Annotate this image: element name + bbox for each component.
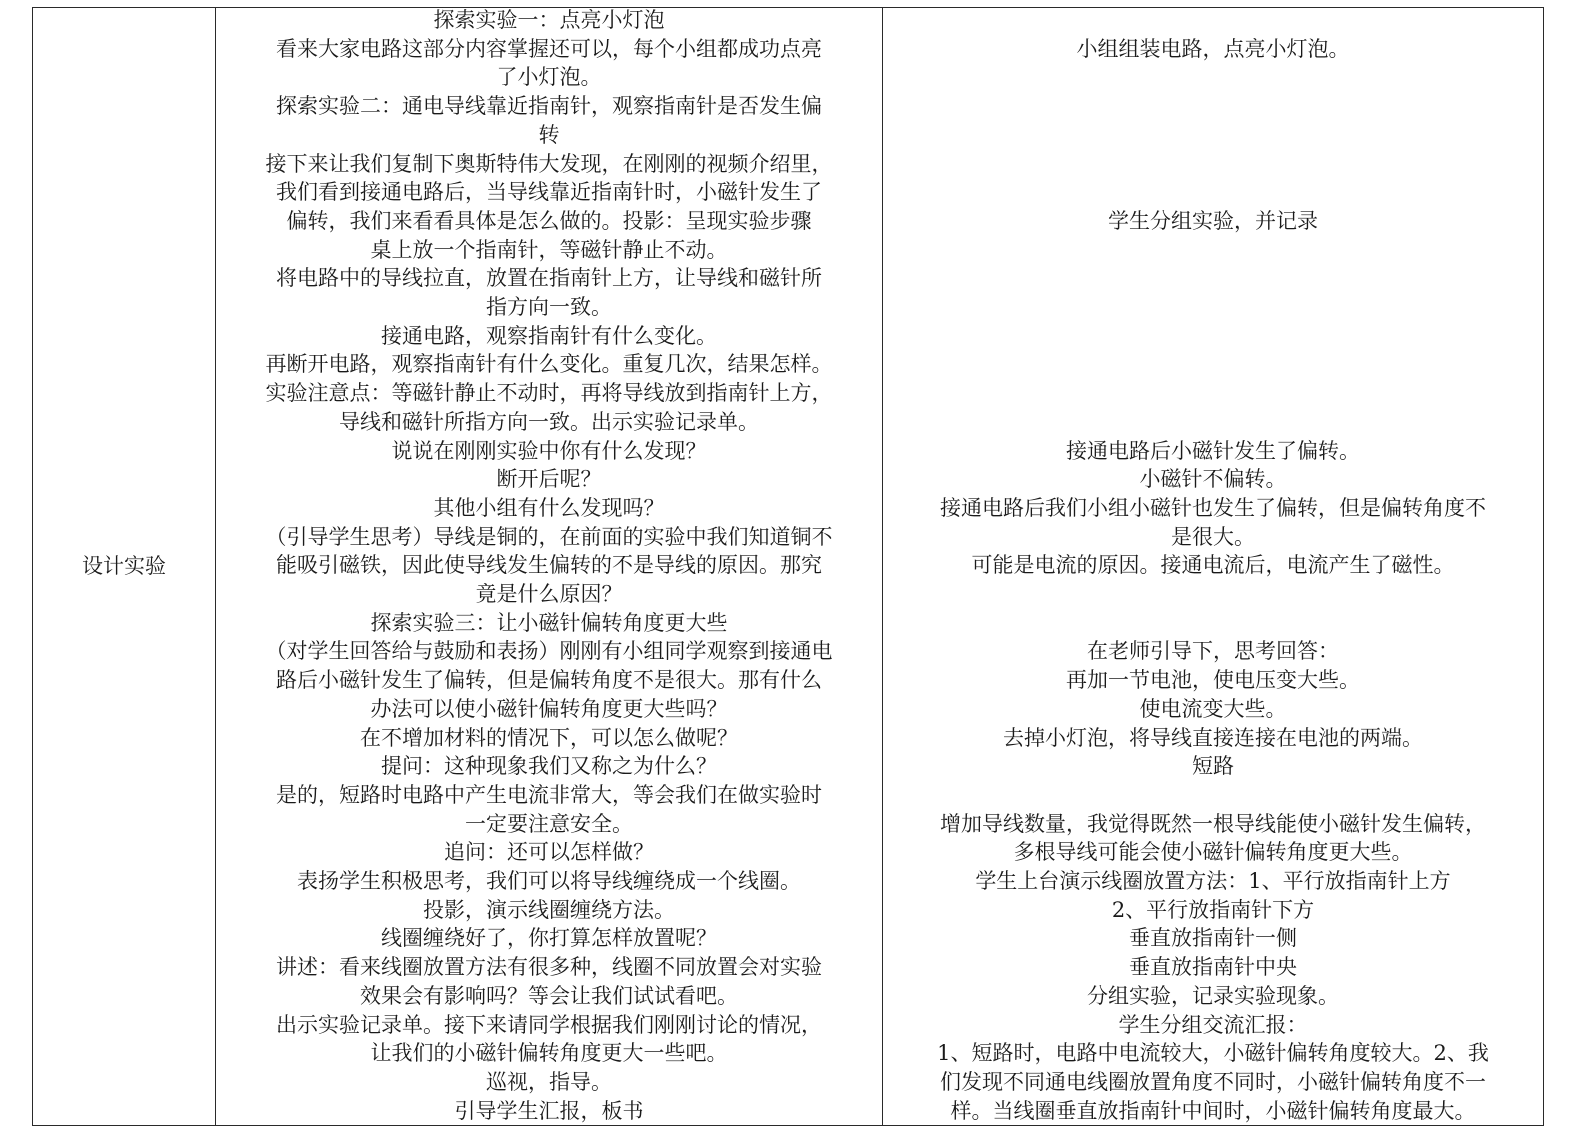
- student-line: 学生分组交流汇报：: [1118, 1012, 1308, 1037]
- stage-label: 设计实验: [82, 554, 166, 579]
- teacher-line: 转: [538, 122, 560, 147]
- student-line: 在老师引导下，思考回答：: [1087, 639, 1339, 664]
- teacher-line: 效果会有影响吗？等会让我们试试看吧。: [360, 983, 738, 1008]
- teacher-line: 讲述：看来线圈放置方法有很多种，线圈不同放置会对实验: [276, 955, 822, 980]
- student-line: 学生上台演示线圈放置方法：1、平行放指南针上方: [975, 869, 1451, 893]
- student-line: 使电流变大些。: [1139, 696, 1287, 721]
- teacher-line: 一定要注意安全。: [465, 811, 633, 836]
- teacher-line: 再断开电路，观察指南针有什么变化。重复几次，结果怎样。: [265, 352, 833, 377]
- teacher-line: 是的，短路时电路中产生电流非常大，等会我们在做实验时: [276, 782, 822, 807]
- teacher-line: 其他小组有什么发现吗？: [433, 495, 665, 520]
- teacher-line: 了小灯泡。: [496, 65, 602, 90]
- table-row: [33, 8, 1544, 1126]
- teacher-line: 出示实验记录单。接下来请同学根据我们刚刚讨论的情况，: [276, 1012, 822, 1037]
- teacher-line: 让我们的小磁针偏转角度更大一些吧。: [370, 1041, 728, 1066]
- teacher-line: 探索实验二：通电导线靠近指南针，观察指南针是否发生偏: [276, 94, 822, 119]
- teacher-line: 桌上放一个指南针，等磁针静止不动。: [370, 237, 728, 262]
- stage-cell: [33, 8, 216, 1126]
- student-line: 1、短路时，电路中电流较大，小磁针偏转角度较大。2、我: [937, 1041, 1489, 1066]
- student-line: 再加一节电池，使电压变大些。: [1066, 668, 1360, 693]
- teacher-line: 断开后呢？: [496, 467, 602, 492]
- student-line: 可能是电流的原因。接通电流后，电流产生了磁性。: [971, 553, 1455, 578]
- teacher-activity-cell: [216, 8, 883, 1126]
- student-line: 垂直放指南针中央: [1129, 955, 1297, 980]
- teacher-line: 接通电路，观察指南针有什么变化。: [381, 323, 717, 348]
- teacher-line: 在不增加材料的情况下，可以怎么做呢？: [360, 725, 738, 750]
- teacher-line: 线圈缠绕好了，你打算怎样放置呢？: [381, 926, 717, 951]
- student-line: 分组实验，记录实验现象。: [1087, 983, 1339, 1008]
- student-line: 小组组装电路，点亮小灯泡。: [1076, 36, 1350, 61]
- student-line: 短路: [1192, 754, 1234, 779]
- teacher-line: 探索实验三：让小磁针偏转角度更大些: [370, 610, 728, 635]
- student-line: 们发现不同通电线圈放置角度不同时，小磁针偏转角度不一: [940, 1069, 1486, 1094]
- teacher-line: （对学生回答给与鼓励和表扬）刚刚有小组同学观察到接通电: [265, 639, 833, 664]
- teacher-line: 竟是什么原因？: [475, 582, 623, 606]
- student-line: 去掉小灯泡，将导线直接连接在电池的两端。: [1003, 725, 1423, 750]
- teacher-line: 投影，演示线圈缠绕方法。: [423, 897, 675, 922]
- teacher-line: （引导学生思考）导线是铜的，在前面的实验中我们知道铜不: [265, 524, 833, 549]
- teacher-line: 看来大家电路这部分内容掌握还可以，每个小组都成功点亮: [276, 36, 822, 61]
- lesson-plan-table: [32, 7, 1544, 1126]
- student-line: 2、平行放指南针下方: [1111, 897, 1315, 922]
- student-line: 多根导线可能会使小磁针偏转角度更大些。: [1013, 840, 1413, 865]
- teacher-line: 巡视，指导。: [486, 1069, 612, 1094]
- teacher-line: 偏转，我们来看看具体是怎么做的。投影：呈现实验步骤: [286, 208, 812, 233]
- student-line: 增加导线数量，我觉得既然一根导线能使小磁针发生偏转，: [940, 811, 1486, 836]
- student-line: 小磁针不偏转。: [1139, 467, 1287, 492]
- teacher-line: 实验注意点：等磁针静止不动时，再将导线放到指南针上方，: [265, 381, 833, 406]
- teacher-line: 探索实验一：点亮小灯泡: [433, 8, 665, 32]
- student-line: 样。当线圈垂直放指南针中间时，小磁针偏转角度最大。: [950, 1098, 1476, 1123]
- teacher-activity-text: [216, 8, 882, 1125]
- teacher-line: 说说在刚刚实验中你有什么发现？: [391, 438, 707, 463]
- teacher-line: 能吸引磁铁，因此使导线发生偏转的不是导线的原因。那究: [276, 553, 822, 578]
- student-activity-text: [883, 8, 1543, 1125]
- teacher-line: 引导学生汇报，板书: [454, 1098, 644, 1123]
- teacher-line: 路后小磁针发生了偏转，但是偏转角度不是很大。那有什么: [276, 668, 822, 693]
- student-line: 学生分组实验，并记录: [1108, 208, 1318, 233]
- student-line: 接通电路后小磁针发生了偏转。: [1066, 438, 1360, 463]
- teacher-line: 将电路中的导线拉直，放置在指南针上方，让导线和磁针所: [276, 266, 822, 291]
- student-line: 是很大。: [1171, 524, 1255, 549]
- student-line: 接通电路后我们小组小磁针也发生了偏转，但是偏转角度不: [940, 495, 1486, 520]
- teacher-line: 办法可以使小磁针偏转角度更大些吗？: [370, 696, 728, 721]
- teacher-line: 追问：还可以怎样做？: [444, 840, 654, 865]
- teacher-line: 我们看到接通电路后，当导线靠近指南针时，小磁针发生了: [276, 180, 822, 205]
- teacher-line: 提问：这种现象我们又称之为什么？: [381, 754, 717, 779]
- student-activity-cell: [883, 8, 1544, 1126]
- teacher-line: 接下来让我们复制下奥斯特伟大发现，在刚刚的视频介绍里，: [265, 151, 833, 176]
- teacher-line: 导线和磁针所指方向一致。出示实验记录单。: [339, 409, 759, 434]
- teacher-line: 指方向一致。: [486, 295, 612, 319]
- teacher-line: 表扬学生积极思考，我们可以将导线缠绕成一个线圈。: [297, 869, 801, 893]
- student-line: 垂直放指南针一侧: [1129, 926, 1297, 951]
